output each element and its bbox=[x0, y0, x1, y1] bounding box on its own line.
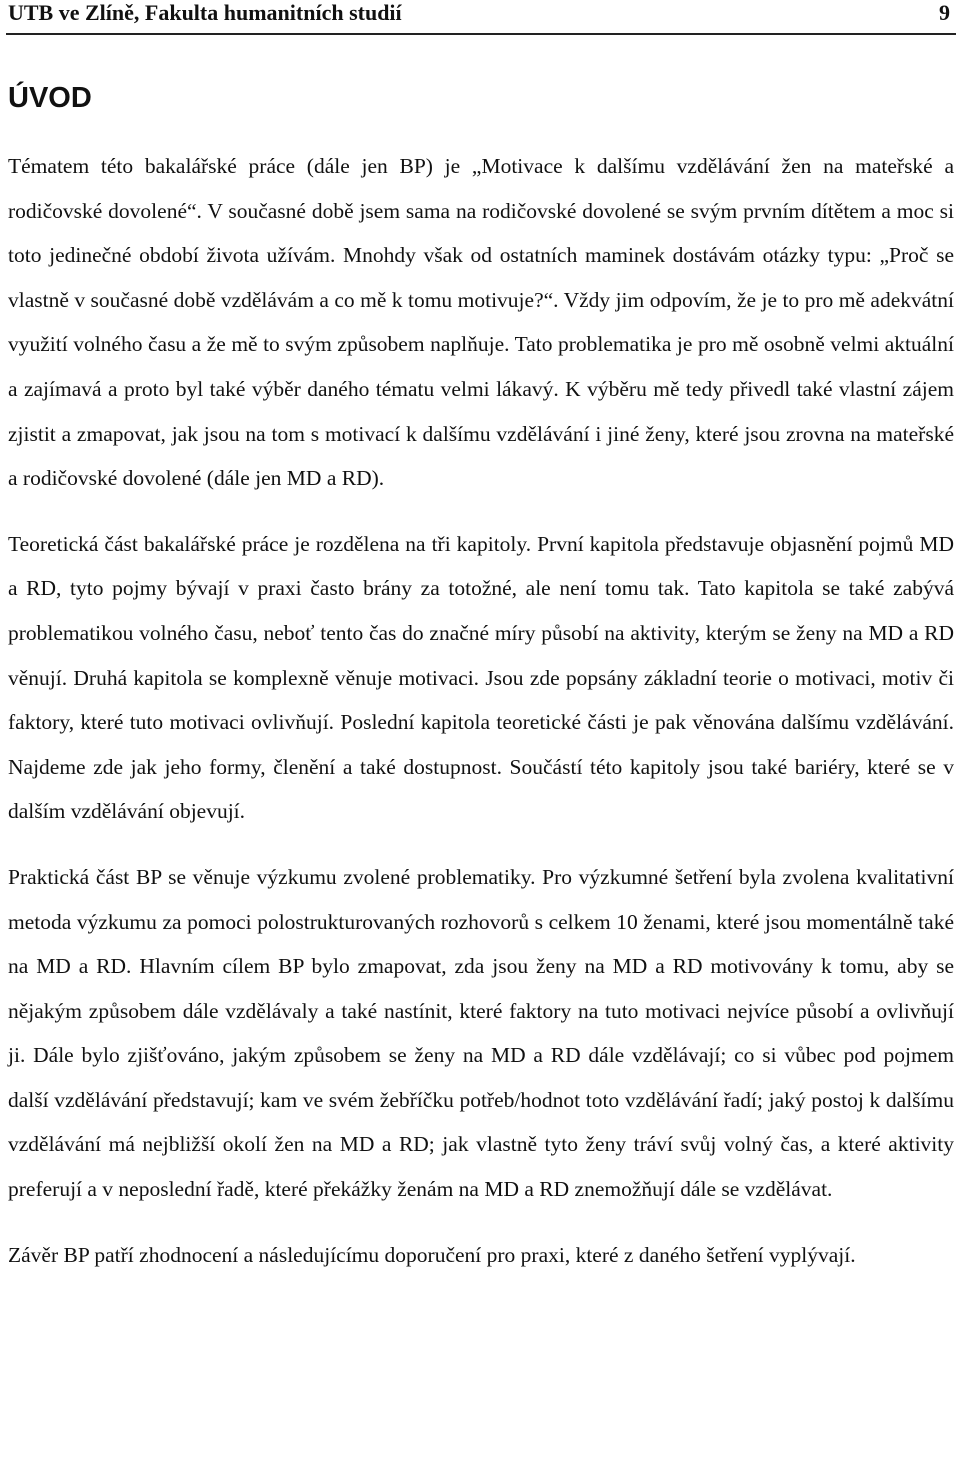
header-divider bbox=[6, 33, 956, 35]
body-text bbox=[8, 144, 954, 1277]
paragraph-practice: Praktická část BP se věnuje výzkumu zvolené problematiky. Pro výzkumné šetření byla zvolena kvalitativní metoda výzkumu za pomoci polostrukturovaných rozhovorů s celkem 10 ženami, které jsou momentálně také na MD a RD. Hlavním cílem BP bylo zmapovat, zda jsou ženy na MD a RD motivovány k tomu, aby se nějakým způsobem dále vzdělávaly a také nastínit, které faktory na tuto motivaci nejvíce působí a ovlivňují ji. Dále bylo zjišťováno, jakým způsobem se ženy na MD a RD dále vzdělávají; co si vůbec pod pojmem další vzdělávání představují; kam ve svém žebříčku potřeb/hodnot toto vzdělávání řadí; jaký postoj k dalšímu vzdělávání má nejbližší okolí žen na MD a RD; jak vlastně tyto ženy tráví svůj volný čas, a které aktivity preferují a v neposlední řadě, které překážky ženám na MD a RD znemožňují dále se vzdělávat. bbox=[8, 864, 954, 1202]
paragraph-theory: Teoretická část bakalářské práce je rozdělena na tři kapitoly. První kapitola představuje objasnění pojmů MD a RD, tyto pojmy bývají v praxi často brány za totožné, ale není tomu tak. Tato kapitola se také zabývá problematikou volného času, neboť tento čas do značné míry působí na aktivity, kterým se ženy na MD a RD věnují. Druhá kapitola se komplexně věnuje motivaci. Jsou zde popsány základní teorie o motivaci, motiv či faktory, které tuto motivaci ovlivňují. Poslední kapitola teoretické části je pak věnována dalšímu vzdělávání. Najdeme zde jak jeho formy, členění a také dostupnost. Součástí této kapitoly jsou také bariéry, které se v dalším vzdělávání objevují. bbox=[8, 531, 954, 824]
header-title: UTB ve Zlíně, Fakulta humanitních studií bbox=[8, 0, 402, 25]
running-header bbox=[8, 0, 950, 30]
page-number: 9 bbox=[939, 0, 950, 25]
paragraph-intro: Tématem této bakalářské práce (dále jen BP) je „Motivace k dalšímu vzdělávání žen na mateřské a rodičovské dovolené“. V současné době jsem sama na rodičovské dovolené se svým prvním dítětem a moc si toto jedinečné období života užívám. Mnohdy však od ostatních maminek dostávám otázky typu: „Proč se vlastně v současné době vzdělávám a co mě k tomu motivuje?“. Vždy jim odpovím, že je to pro mě adekvátní využití volného času a že mě to svým způsobem naplňuje. Tato problematika je pro mě osobně velmi aktuální a zajímavá a proto byl také výběr daného tématu velmi lákavý. K výběru mě tedy přivedl také vlastní zájem zjistit a zmapovat, jak jsou na tom s motivací k dalšímu vzdělávání i jiné ženy, které jsou zrovna na mateřské a rodičovské dovolené (dále jen MD a RD). bbox=[8, 154, 954, 491]
paragraph-conclusion: Závěr BP patří zhodnocení a následujícímu doporučení pro praxi, které z daného šetření vyplývají. bbox=[8, 1242, 856, 1267]
chapter-title: ÚVOD bbox=[8, 82, 92, 114]
